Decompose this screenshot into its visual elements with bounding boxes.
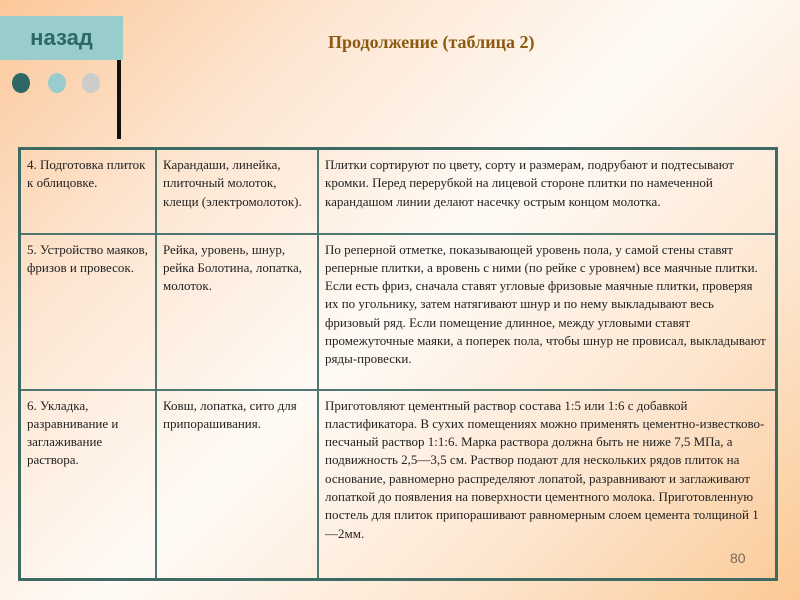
table-row <box>20 234 777 390</box>
tools-cell: Рейка, уровень, шнур, рейка Болотина, лопатка, молоток. <box>156 234 318 390</box>
step-cell: 5. Устройство маяков, фризов и провесок. <box>20 234 157 390</box>
table-row <box>20 390 777 580</box>
work-table <box>18 147 778 581</box>
page-title: Продолжение (таблица 2) <box>328 32 535 52</box>
table-row <box>20 149 777 234</box>
description-cell: Плитки сортируют по цвету, сорту и размерам, подрубают и подтесывают кромки. Перед перерубкой на лицевой стороне плитки по намеченной карандашом линии делают насечку острым концом молотка. <box>318 149 777 234</box>
dot-light-icon <box>48 73 66 93</box>
description-cell: По реперной отметке, показывающей уровень пола, у самой стены ставят реперные плитки, а вровень с ними (по рейке с уровнем) все маячные плитки. Если есть фриз, сначала ставят угловые фризовые маячные плитки, проверяя их по угольнику, затем натягивают шнур и по нему выкладывают весь фризовый ряд. Если помещение длинное, между угловыми ставят промежуточные маяки, а поперек пола, чтобы шнур не провисал, выкладывают ряды-провески. <box>318 234 777 390</box>
step-cell: 6. Укладка, разравнивание и заглаживание раствора. <box>20 390 157 580</box>
divider <box>117 60 121 139</box>
description-cell: Приготовляют цементный раствор состава 1:5 или 1:6 с добавкой пластификатора. В сухих помещениях можно применять цементно-известково-песчаный раствор 1:1:6. Марка раствора должна быть не ниже 7,5 МПа, а подвижность 2,5—3,5 см. Раствор подают для нескольких рядов плиток на основание, равномерно распределяют лопатой, разравнивают и заглаживают лопаткой до появления на поверхности цементного молока. Приготовленную постель для плиток припорашивают равномерным слоем цемента толщиной 1—2мм. <box>318 390 777 580</box>
page-number: 80 <box>730 550 746 566</box>
dot-gray-icon <box>82 73 100 93</box>
back-button[interactable]: назад <box>0 16 123 60</box>
dot-dark-icon <box>12 73 30 93</box>
tools-cell: Карандаши, линейка, плиточный молоток, клещи (электромолоток). <box>156 149 318 234</box>
step-cell: 4. Подготовка плиток к облицовке. <box>20 149 157 234</box>
tools-cell: Ковш, лопатка, сито для припорашивания. <box>156 390 318 580</box>
